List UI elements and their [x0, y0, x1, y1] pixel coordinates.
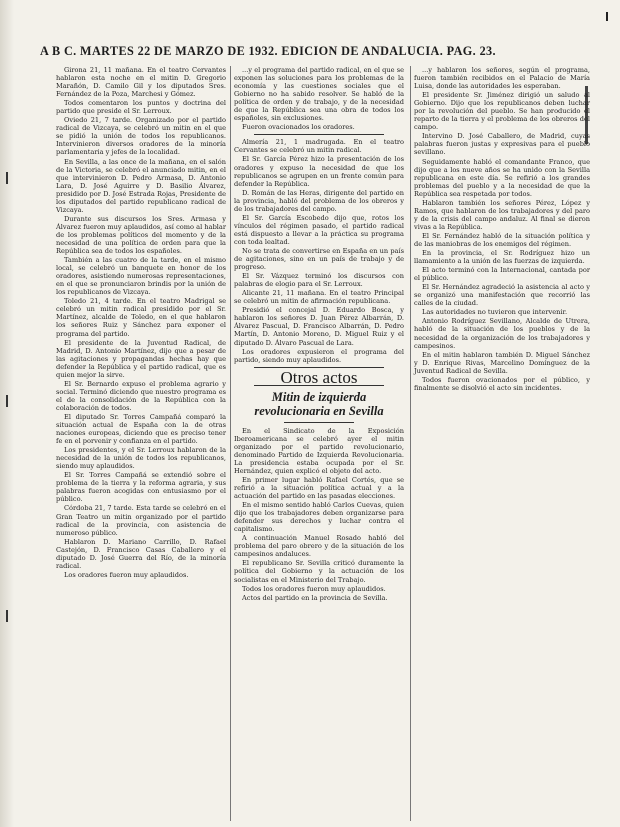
divider	[284, 422, 354, 423]
paragraph: Girona 21, 11 mañana. En el teatro Cervantes hablaron esta noche en el mitin D. Gregorio Marañón, D. Camilo Gil y los diputados Sres. Fernández de la Poza, Marchesi y Gómez.	[56, 66, 226, 99]
column-2-middle-text	[234, 138, 404, 363]
paragraph: Las autoridades no tuvieron que intervenir.	[422, 308, 568, 317]
column-rule	[230, 66, 231, 821]
article-title: Mitin de izquierda revolucionaria en Sevilla	[254, 389, 384, 418]
paragraph: Antonio Rodríguez Sevillano, Alcalde de Utrera, habló de la situación de los pueblos y de la necesidad de la organización de los trabajadores y campesinos.	[414, 317, 590, 350]
paragraph: El Sr. Vázquez terminó los discursos con palabras de elogio para el Sr. Lerroux.	[234, 272, 404, 289]
column-3	[414, 66, 590, 393]
paragraph: D. Román de las Heras, dirigente del partido en la provincia, habló del problema de los obreros y de los trabajadores del campo.	[234, 188, 404, 213]
paragraph: Durante sus discursos los Sres. Armasa y Álvarez fueron muy aplaudidos, así como al hablar de los problemas políticos del momento y de la necesidad de una política de orden para que la República sea de todos los españoles.	[56, 214, 226, 256]
paragraph: El diputado Sr. Torres Campañá comparó la situación actual de España con la de otras naciones europeas, diciendo que es preciso tener fe en el porvenir y confianza en el partido.	[56, 412, 226, 446]
left-edge-mark	[6, 610, 8, 622]
column-rule	[410, 66, 411, 821]
paragraph: Córdoba 21, 7 tarde. Esta tarde se celebró en el Gran Teatro un mitin organizado por el partido radical de la provincia, con asistencia de numeroso público.	[56, 504, 226, 537]
paragraph: ...y el programa del partido radical, en el que se exponen las soluciones para los problemas de la economía y las cuestiones sociales que el Gobierno no ha sabido resolver. Se habló de la política de orden y de trabajo, y de la necesidad de que la República sea una obra de todos los españoles, sin exclusiones.	[234, 66, 404, 123]
paragraph: En el mitin hablaron también D. Miguel Sánchez y D. Enrique Rivas, Marcelino Domínguez de la Juventud Radical de Sevilla.	[414, 350, 590, 375]
paragraph: Los oradores expusieron el programa del partido, siendo muy aplaudidos.	[234, 347, 404, 364]
paragraph: Fueron ovacionados los oradores.	[242, 123, 355, 132]
column-2	[234, 66, 404, 603]
paragraph: No se trata de convertirse en España en un país de agitaciones, sino en un país de trabajo y de progreso.	[234, 246, 404, 272]
page-left-edge	[0, 0, 14, 827]
paragraph: El presidente Sr. Jiménez dirigió un saludo al Gobierno. Dijo que los republicanos deben luchar por la revolución del pueblo. Se han producido el reparto de la tierra y el problema de los obreros del campo.	[414, 91, 590, 132]
paragraph: Los oradores fueron muy aplaudidos.	[64, 570, 189, 579]
paragraph: Presidió el concejal D. Eduardo Bosca, y hablaron los señores D. Juan Pérez Albarrán, D. Álvarez Pascual, D. Francisco Albarrán, D. Pedro Martín, D. Antonio Moreno, D. Miguel Ruiz y el diputado D. Álvaro Pascual de Lara.	[234, 306, 404, 347]
paragraph: Los presidentes, y el Sr. Lerroux hablaron de la necesidad de la unión de todos los republicanos, siendo muy aplaudidos.	[56, 446, 226, 471]
paragraph: El Sr. Bernardo expuso el problema agrario y social. Terminó diciendo que nuestro programa es el de la consolidación de la República con la colaboración de todos.	[56, 379, 226, 412]
paragraph: El presidente de la Juventud Radical, de Madrid, D. Antonio Martínez, dijo que a pesar de las agitaciones y propagandas hechas hay que defender la República y el partido radical, que es quien mejor la sirve.	[56, 338, 226, 379]
paragraph: En la provincia, el Sr. Rodríguez hizo un llamamiento a la unión de las fuerzas de izquierda.	[414, 249, 590, 266]
column-1	[56, 66, 226, 580]
paragraph: Toledo 21, 4 tarde. En el teatro Madrigal se celebró un mitin radical presidido por el Sr. Martínez, alcalde de Toledo, en el que hablaron los señores Ruiz y Sánchez para exponer el programa del partido.	[56, 297, 226, 338]
paragraph: Seguidamente habló el comandante Franco, que dijo que a los nueve años se ha unido con la Sevilla republicana en este día. Se refirió a los grandes problemas del pueblo y a la necesidad de que la República sea respetada por todos.	[414, 157, 590, 198]
paragraph: El Sr. García Escobedo dijo que, rotos los vínculos del régimen pasado, el partido radical está dispuesto a llevar a la práctica su programa con toda lealtad.	[234, 213, 404, 246]
section-title: Otros actos	[280, 367, 358, 387]
paragraph: El Sr. Torres Campañá se extendió sobre el problema de la tierra y la reforma agraria, y sus palabras fueron acogidas con entusiasmo por el público.	[56, 471, 226, 504]
paragraph: El acto terminó con la Internacional, cantada por el público.	[414, 266, 590, 283]
paragraph: Intervino D. José Caballero, de Madrid, cuyas palabras fueron justas y expresivas para el pueblo sevillano.	[414, 132, 590, 157]
left-edge-mark	[6, 395, 8, 407]
corner-mark	[606, 12, 608, 21]
paragraph: En el Sindicato de la Exposición Iberoamericana se celebró ayer el mitin organizado por el partido revolucionario, denominado Partido de Izquierda Revolucionaria. La presidencia estaba ocupada por el Sr. Hernández, quien explicó el objeto del acto.	[234, 426, 404, 475]
paragraph: Hablaron D. Mariano Carrillo, D. Rafael Castejón, D. Francisco Casas Caballero y el diputado D. José Guerra del Río, de la minoría radical.	[56, 537, 226, 570]
paragraph: ...y hablaron los señores, según el programa, fueron también recibidos en el Palacio de María Luisa, donde las autoridades les esperaban.	[414, 66, 590, 91]
paragraph: En Sevilla, a las once de la mañana, en el salón de la Victoria, se celebró el anunciado mitin, en el que intervinieron D. Pedro Armasa, D. Antonio Lara, D. José Aguirre y D. Basilio Álvarez, presidido por D. José Estrada Rojas, Presidente de los diputados del partido republicano radical de Vizcaya.	[56, 157, 226, 214]
paragraph: Todos los oradores fueron muy aplaudidos.	[242, 584, 386, 593]
paragraph: El Sr. Fernández habló de la situación política y de las maniobras de los enemigos del régimen.	[414, 231, 590, 248]
paragraph: A continuación Manuel Rosado habló del problema del paro obrero y de la situación de los campesinos andaluces.	[234, 534, 404, 559]
page-header: A B C. MARTES 22 DE MARZO DE 1932. EDICION DE ANDALUCIA. PAG. 23.	[40, 44, 496, 58]
paragraph: En el mismo sentido habló Carlos Cuevas, quien dijo que los trabajadores deben organizarse para defender sus derechos y luchar contra el capitalismo.	[234, 501, 404, 534]
paragraph: El Sr. García Pérez hizo la presentación de los oradores y expuso la necesidad de que los republicanos se agrupen en un frente común para defender la República.	[234, 155, 404, 188]
article-body	[234, 427, 404, 602]
column-2-top-text	[234, 66, 404, 131]
paragraph: Hablaron también los señores Pérez, López y Ramos, que hablaron de los trabajadores y del paro y de la crisis del campo andaluz. Al final se dieron vivas a la República.	[414, 198, 590, 231]
paragraph: Actos del partido en la provincia de Sevilla.	[242, 593, 388, 602]
left-edge-mark	[6, 172, 8, 184]
paragraph: Almería 21, 1 madrugada. En el teatro Cervantes se celebró un mitin radical.	[234, 138, 404, 155]
paragraph: También a las cuatro de la tarde, en el mismo local, se celebró un banquete en honor de los oradores, asistiendo numerosas representaciones, en el que se pronunciaron brindis por la unión de los republicanos de Vizcaya.	[56, 256, 226, 297]
paragraph: El republicano Sr. Sevilla criticó duramente la política del Gobierno y la actuación de los socialistas en el Ministerio del Trabajo.	[234, 559, 404, 584]
paragraph: Oviedo 21, 7 tarde. Organizado por el partido radical de Vizcaya, se celebró un mitin en el que se pidió la unión de todos los republicanos. Intervinieron diversos oradores de la minoría parlamentaria y jefes de la localidad.	[56, 116, 226, 157]
paragraph: Todos comentaron los puntos y doctrina del partido que preside el Sr. Lerroux.	[56, 99, 226, 116]
divider	[254, 134, 384, 135]
paragraph: Alicante 21, 11 mañana. En el teatro Principal se celebró un mitin de afirmación republicana.	[234, 289, 404, 306]
paragraph: En primer lugar habló Rafael Cortés, que se refirió a la situación política actual y a la actuación del partido en las pasadas elecciones.	[234, 475, 404, 501]
paragraph: Todos fueron ovacionados por el público, y finalmente se disolvió el acto sin incidentes.	[414, 375, 590, 392]
paragraph: El Sr. Hernández agradeció la asistencia al acto y se organizó una manifestación que recorrió las calles de la ciudad.	[414, 283, 590, 308]
